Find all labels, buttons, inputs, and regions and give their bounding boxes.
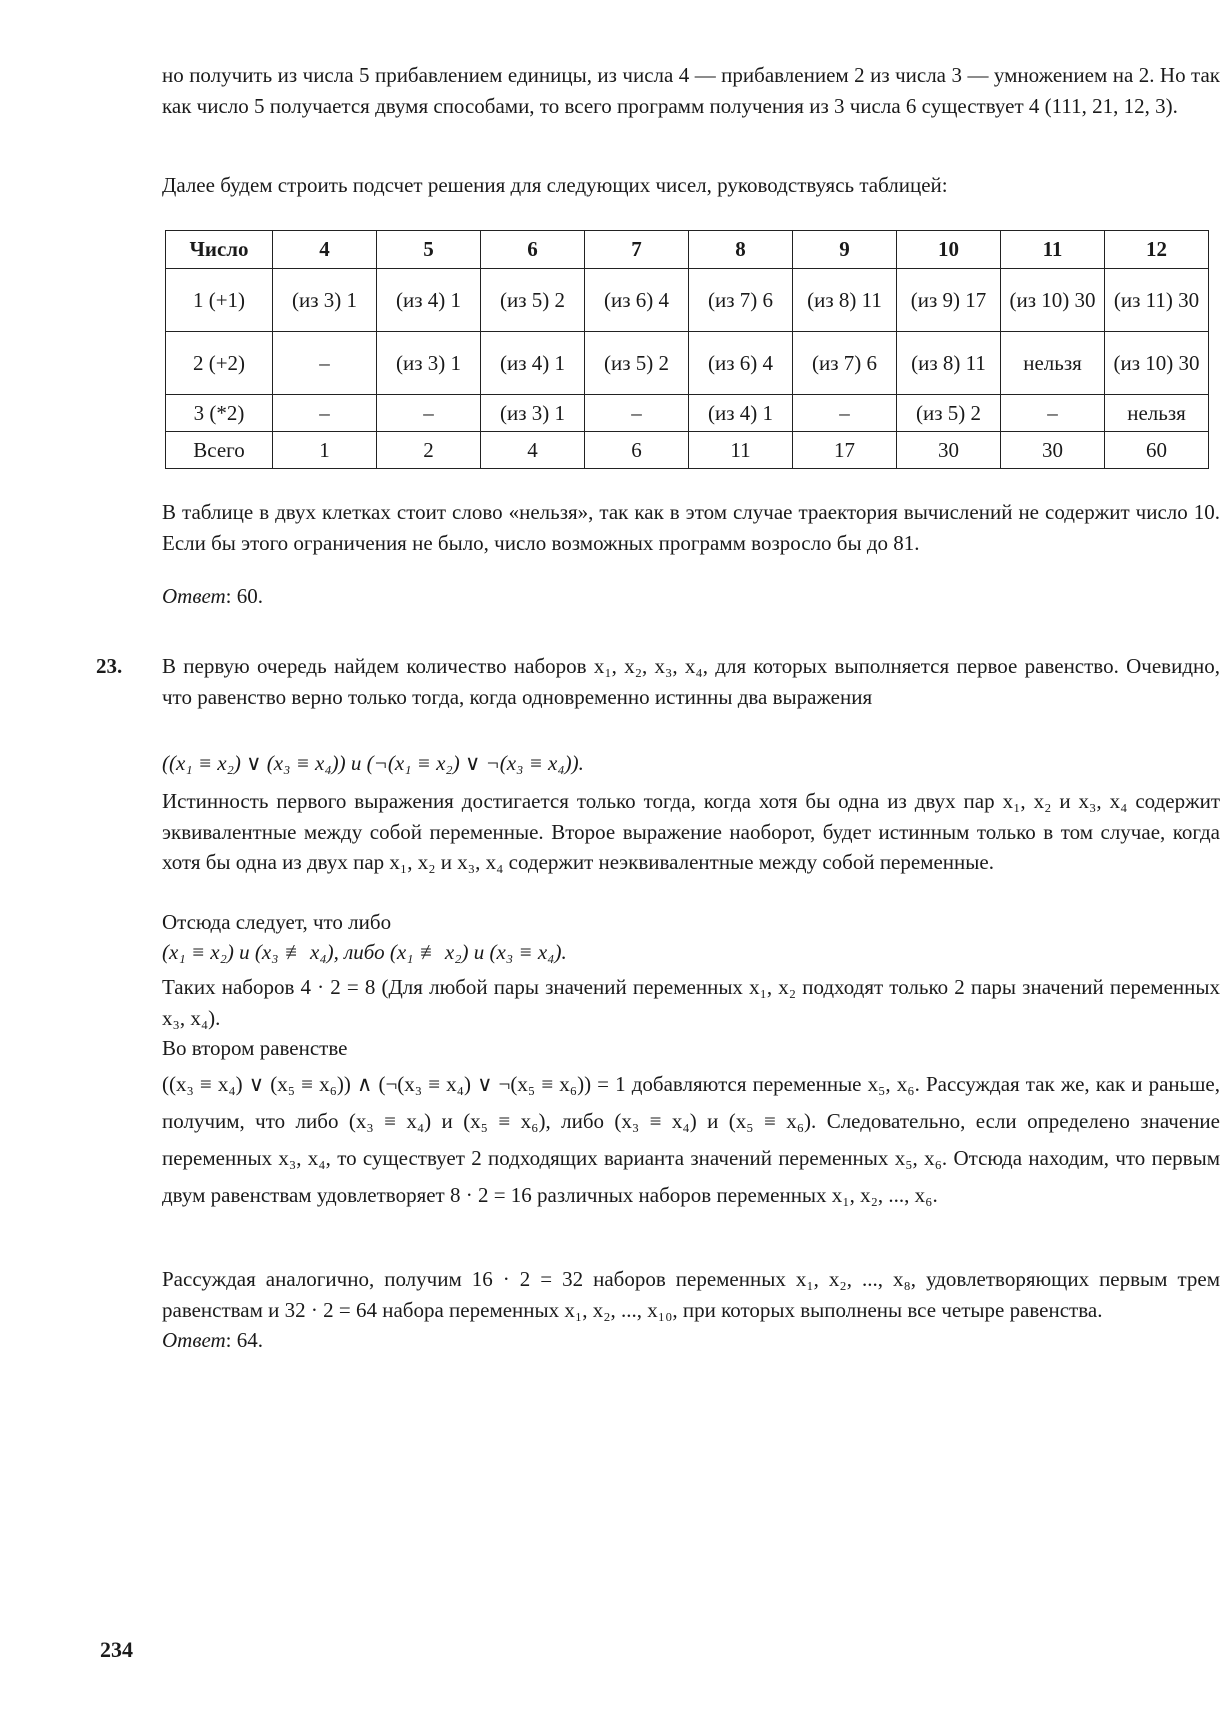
table-cell: (из 11) 30 <box>1105 269 1209 332</box>
page-number: 234 <box>100 1637 133 1662</box>
table-cell: (из 8) 11 <box>793 269 897 332</box>
table-cell: 17 <box>793 432 897 469</box>
problem23-paragraph-5: Во втором равенстве <box>162 1036 348 1060</box>
table-cell: – <box>793 395 897 432</box>
table-cell: (из 7) 6 <box>793 332 897 395</box>
problem23-paragraph-3: Отсюда следует, что либо <box>162 910 392 934</box>
header-cell: 8 <box>689 231 793 269</box>
table-cell: (из 6) 4 <box>689 332 793 395</box>
table-header-row <box>166 231 1209 269</box>
table-cell: 6 <box>585 432 689 469</box>
table-cell: 30 <box>897 432 1001 469</box>
table-cell: 3 (*2) <box>166 395 273 432</box>
formula-2: (x₁ ≡ x₂) и (x₃ ≢ x₄), либо (x₁ ≢ x₂) и (x₃ ≡ x₄). <box>162 940 567 964</box>
intro-paragraph <box>162 60 1220 121</box>
header-cell: 11 <box>1001 231 1105 269</box>
problem23-paragraph-4: Таких наборов 4 · 2 = 8 (Для любой пары значений переменных x₁, x₂ подходят только 2 пары значений переменных x₃, x₄). <box>162 975 1220 1030</box>
problem-number: 23. <box>96 654 123 678</box>
header-cell: 5 <box>377 231 481 269</box>
table-cell: Всего <box>166 432 273 469</box>
header-cell: 4 <box>273 231 377 269</box>
header-cell: 12 <box>1105 231 1209 269</box>
after-table-paragraph: В таблице в двух клетках стоит слово «нельзя», так как в этом случае траектория вычислений не содержит число 10. Если бы этого ограничения не было, число возможных программ возросло бы до 81. <box>162 500 1220 555</box>
table-cell: 1 (+1) <box>166 269 273 332</box>
table-cell: – <box>273 332 377 395</box>
table-cell: – <box>273 395 377 432</box>
header-cell: 6 <box>481 231 585 269</box>
problem23-paragraph-6: ((x₃ ≡ x₄) ∨ (x₅ ≡ x₆)) ∧ (¬(x₃ ≡ x₄) ∨ ¬(x₅ ≡ x₆)) = 1 добавляются переменные x₅, x₆. Рассуждая так же, как и раньше, получим, что либо (x₃ ≡ x₄) и (x₅ ≡ x₆), либо (x₃ ≡ x₄) и (x₅ ≡ x₆). Следовательно, если определено значение переменных x₃, x₄, то существует 2 подходящих варианта значений переменных x₅, x₆. Отсюда находим, что первым двум равенствам удовлетворяет 8 · 2 = 16 различных наборов переменных x₁, x₂, ..., x₆. <box>162 1072 1220 1207</box>
problem23-paragraph-1: В первую очередь найдем количество наборов x₁, x₂, x₃, x₄, для которых выполняется первое равенство. Очевидно, что равенство верно только тогда, когда одновременно истинны два выражения <box>162 654 1220 709</box>
table-cell: 2 <box>377 432 481 469</box>
header-cell: 10 <box>897 231 1001 269</box>
answer-line-2 <box>162 1325 1220 1356</box>
table-cell: 2 (+2) <box>166 332 273 395</box>
table-row-total <box>166 432 1209 469</box>
formula-1: ((x₁ ≡ x₂) ∨ (x₃ ≡ x₄)) и (¬(x₁ ≡ x₂) ∨ ¬(x₃ ≡ x₄)). <box>162 751 584 775</box>
table-cell: 11 <box>689 432 793 469</box>
intro-line-2: 3 — умножением на 2. Но так как число 5 получается двумя способами, то всего программ <box>162 63 1221 118</box>
table-cell: 30 <box>1001 432 1105 469</box>
answer-label: Ответ <box>162 584 226 608</box>
answer-value: : 64. <box>225 1328 263 1352</box>
table-cell: (из 8) 11 <box>897 332 1001 395</box>
header-cell: 7 <box>585 231 689 269</box>
table-cell: (из 9) 17 <box>897 269 1001 332</box>
count-table <box>165 230 1209 469</box>
answer-line-1 <box>162 581 1220 612</box>
table-cell: (из 4) 1 <box>377 269 481 332</box>
table-cell: 60 <box>1105 432 1209 469</box>
table-cell: (из 5) 2 <box>585 332 689 395</box>
table-cell: 1 <box>273 432 377 469</box>
problem23-paragraph-7: Рассуждая аналогично, получим 16 · 2 = 32 наборов переменных x₁, x₂, ..., x₈, удовлетворяющих первым трем равенствам и 32 · 2 = 64 набора переменных x₁, x₂, ..., x₁₀, при которых выполнены все четыре равенства. <box>162 1267 1220 1322</box>
table-row <box>166 269 1209 332</box>
table-cell: 4 <box>481 432 585 469</box>
table-cell: (из 3) 1 <box>377 332 481 395</box>
table-cell: (из 6) 4 <box>585 269 689 332</box>
table-cell: нельзя <box>1105 395 1209 432</box>
table-cell: (из 5) 2 <box>481 269 585 332</box>
intro-line-1: но получить из числа 5 прибавлением единицы, из числа 4 — прибавлением 2 из числа <box>162 63 947 87</box>
table-cell: (из 10) 30 <box>1001 269 1105 332</box>
header-cell: Число <box>166 231 273 269</box>
table-row <box>166 332 1209 395</box>
table-lead-text: Далее будем строить подсчет решения для следующих чисел, руководствуясь таблицей: <box>162 173 948 197</box>
table-cell: – <box>585 395 689 432</box>
table-cell: (из 3) 1 <box>481 395 585 432</box>
table-cell: (из 4) 1 <box>481 332 585 395</box>
table-cell: (из 3) 1 <box>273 269 377 332</box>
header-cell: 9 <box>793 231 897 269</box>
table-cell: – <box>1001 395 1105 432</box>
table-cell: нельзя <box>1001 332 1105 395</box>
answer-label: Ответ <box>162 1328 226 1352</box>
answer-value: : 60. <box>225 584 263 608</box>
table-cell: (из 5) 2 <box>897 395 1001 432</box>
problem23-paragraph-2: Истинность первого выражения достигается только тогда, когда хотя бы одна из двух пар x₁, x₂ и x₃, x₄ содержит эквивалентные между собой переменные. Второе выражение наоборот, будет истинным только в том случае, когда хотя бы одна из двух пар x₁, x₂ и x₃, x₄ содержит неэквивалентные между собой переменные. <box>162 789 1220 874</box>
intro-line-3: получения из 3 числа 6 существует 4 (111, 21, 12, 3). <box>709 93 1178 118</box>
table-cell: – <box>377 395 481 432</box>
table-cell: (из 7) 6 <box>689 269 793 332</box>
table-row <box>166 395 1209 432</box>
table-cell: (из 4) 1 <box>689 395 793 432</box>
table-cell: (из 10) 30 <box>1105 332 1209 395</box>
